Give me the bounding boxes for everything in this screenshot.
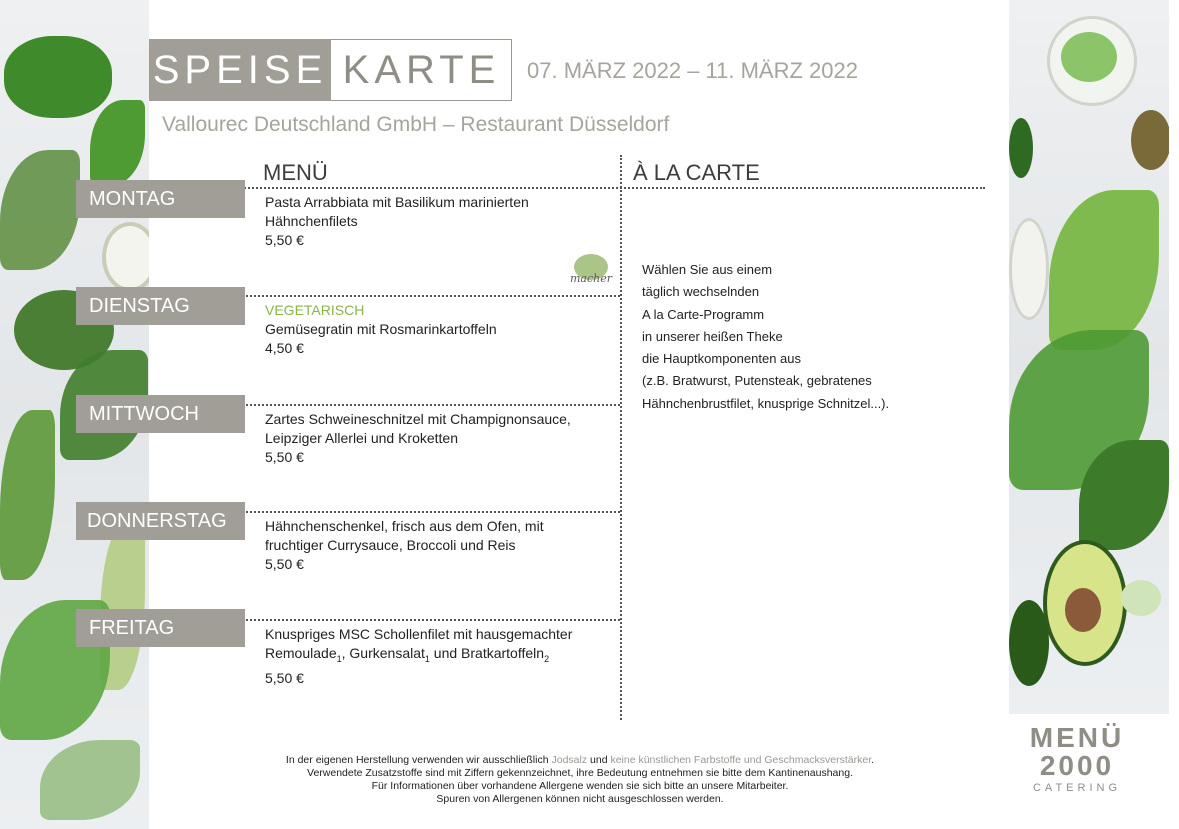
macher-text: macher [569,272,612,285]
dish-text: Hähnchenfilets [265,213,358,229]
dish-text: und Bratkartoffeln [429,645,545,661]
title-karte: KARTE [342,48,501,92]
dish-montag [265,193,605,250]
footer-line-1 [150,754,1010,767]
additive-number: 1 [336,653,342,664]
day-label-freitag: FREITAG [76,609,245,647]
divider-line [225,187,985,189]
company-name: Vallourec Deutschland GmbH – Restaurant Düsseldorf [162,113,670,136]
vegetables-right-image [1009,0,1169,714]
dish-text: Remoulade [265,645,337,661]
alacarte-description [642,259,1002,415]
menu-heading: MENÜ [263,160,328,185]
dish-text: , Gurkensalat [341,645,425,661]
footer-text: . [871,754,875,766]
price: 5,50 € [265,669,304,686]
alacarte-line: die Hauptkomponenten aus [642,351,802,367]
brand-line-1: MENÜ [1029,722,1125,753]
dish-freitag [265,625,605,688]
additive-number: 2 [544,653,550,664]
menu2000-logo [1018,724,1136,794]
footer-line-4: Spuren von Allergenen können nicht ausgeschlossen werden. [436,793,724,805]
brand-line-2: 2000 [1039,750,1115,781]
price: 5,50 € [265,556,304,572]
dish-text: Zartes Schweineschnitzel mit Champignonsauce, [265,411,571,427]
footer-highlight: Jodsalz [551,754,588,766]
divider-line [225,404,620,406]
title-speise: SPEISE [149,39,331,101]
divider-line [225,619,620,621]
price: 4,50 € [265,340,304,356]
footer-line-3: Für Informationen über vorhandene Allergene wenden sie sich bitte an unsere Mitarbeiter. [371,780,789,792]
dish-text: Pasta Arrabbiata mit Basilikum marinierten [265,194,529,210]
dish-text-line2 [265,644,605,669]
day-label-dienstag: DIENSTAG [76,287,245,325]
day-label-mittwoch: MITTWOCH [76,395,245,433]
alacarte-line: Hähnchenbrustfilet, knusprige Schnitzel...). [642,395,890,411]
additive-number: 1 [424,653,430,664]
alacarte-line: (z.B. Bratwurst, Putensteak, gebratenes [642,373,872,389]
footer-line-2: Verwendete Zusatzstoffe sind mit Ziffern gekennzeichnet, ihre Bedeutung entnehmen sie bitte dem Kantinenaushang. [307,767,853,779]
date-range: 07. MÄRZ 2022 – 11. MÄRZ 2022 [527,58,858,83]
price: 5,50 € [265,232,304,248]
dish-text: Hähnchenschenkel, frisch aus dem Ofen, mit [265,518,544,534]
macher-logo [566,254,616,290]
alacarte-line: A la Carte-Programm [642,306,765,322]
day-label-montag: MONTAG [76,180,245,218]
dish-donnerstag [265,517,605,574]
alacarte-line: täglich wechselnden [642,284,760,300]
dish-text: Gemüsegratin mit Rosmarinkartoffeln [265,321,497,337]
footer-notes [150,754,1010,806]
dish-text: fruchtiger Currysauce, Broccoli und Reis [265,537,516,553]
footer-highlight: keine künstlichen Farbstoffe und Geschmacksverstärker [610,754,872,766]
footer-text: und [587,754,611,766]
price: 5,50 € [265,449,304,465]
divider-line [225,295,620,297]
dish-text: Knuspriges MSC Schollenfilet mit hausgemachter [265,626,573,642]
dish-mittwoch [265,410,605,467]
dish-text: Leipziger Allerlei und Kroketten [265,430,459,446]
divider-line [225,511,620,513]
vegetarian-tag: VEGETARISCH [265,302,365,318]
footer-text: In der eigenen Herstellung verwenden wir ausschließlich [285,754,552,766]
column-divider [620,155,622,720]
day-label-donnerstag: DONNERSTAG [76,502,245,540]
alacarte-line: in unserer heißen Theke [642,328,783,344]
dish-dienstag [265,301,605,358]
alacarte-heading: À LA CARTE [633,160,760,185]
brand-catering: CATERING [1032,782,1122,794]
alacarte-line: Wählen Sie aus einem [642,262,773,277]
